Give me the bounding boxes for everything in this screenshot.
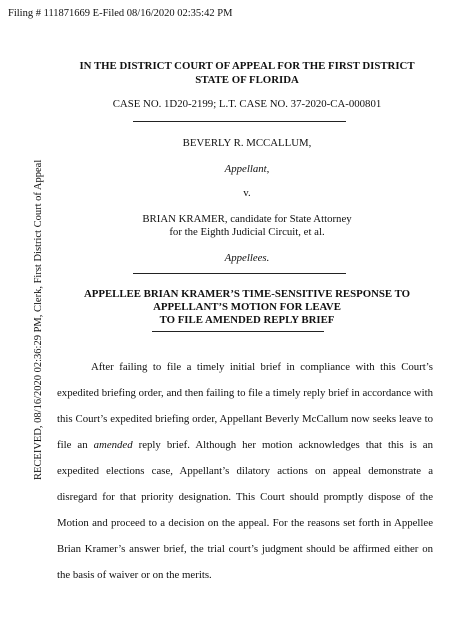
divider-rule — [133, 121, 346, 122]
body-paragraph — [57, 354, 433, 588]
brief-title-line3: TO FILE AMENDED REPLY BRIEF — [159, 314, 335, 326]
filing-header: Filing # 111871669 E-Filed 08/16/2020 02:35:42 PM — [8, 8, 233, 19]
body-text-part2: reply brief. Although her motion acknowledges that this is an expedited elections case, Appellant’s dilatory actions on appeal demonstrate a disregard for that priority designation. This Court should promptly dispose of the Motion and proceed to a decision on the appeal. For the reasons set forth in Appellee Brian Kramer’s answer brief, the trial court’s judgment should be affirmed either on the basis of waiver or on the merits. — [57, 438, 433, 581]
body-text-part1: After failing to file a timely initial brief in compliance with this Court’s expedited briefing order, and then failing to file a timely reply brief in accordance with this Court’s expedited briefing order, Appellant Beverly McCallum now seeks leave to file an — [57, 360, 433, 451]
court-heading-line1: IN THE DISTRICT COURT OF APPEAL FOR THE FIRST DISTRICT — [79, 60, 415, 72]
appellant-role: Appellant, — [224, 163, 270, 175]
body-emphasis: amended — [93, 438, 133, 451]
appellees-names — [60, 213, 434, 239]
court-heading — [60, 59, 434, 87]
appellees-line2: for the Eighth Judicial Circuit, et al. — [169, 226, 325, 238]
brief-title — [60, 288, 434, 327]
court-heading-line2: STATE OF FLORIDA — [195, 74, 299, 86]
received-stamp: RECEIVED, 08/16/2020 02:36:29 PM, Clerk, First District Court of Appeal — [33, 159, 44, 480]
appellees-role: Appellees. — [224, 252, 270, 264]
versus: v. — [243, 187, 251, 199]
brief-title-line2: APPELLANT’S MOTION FOR LEAVE — [153, 301, 341, 313]
appellees-line1: BRIAN KRAMER, candidate for State Attorney — [142, 213, 352, 225]
case-number: CASE NO. 1D20-2199; L.T. CASE NO. 37-2020-CA-000801 — [112, 98, 382, 110]
appellant-name: BEVERLY R. MCCALLUM, — [182, 137, 312, 149]
divider-rule — [152, 331, 324, 332]
divider-rule — [133, 273, 346, 274]
brief-title-line1: APPELLEE BRIAN KRAMER’S TIME-SENSITIVE RESPONSE TO — [83, 288, 411, 300]
